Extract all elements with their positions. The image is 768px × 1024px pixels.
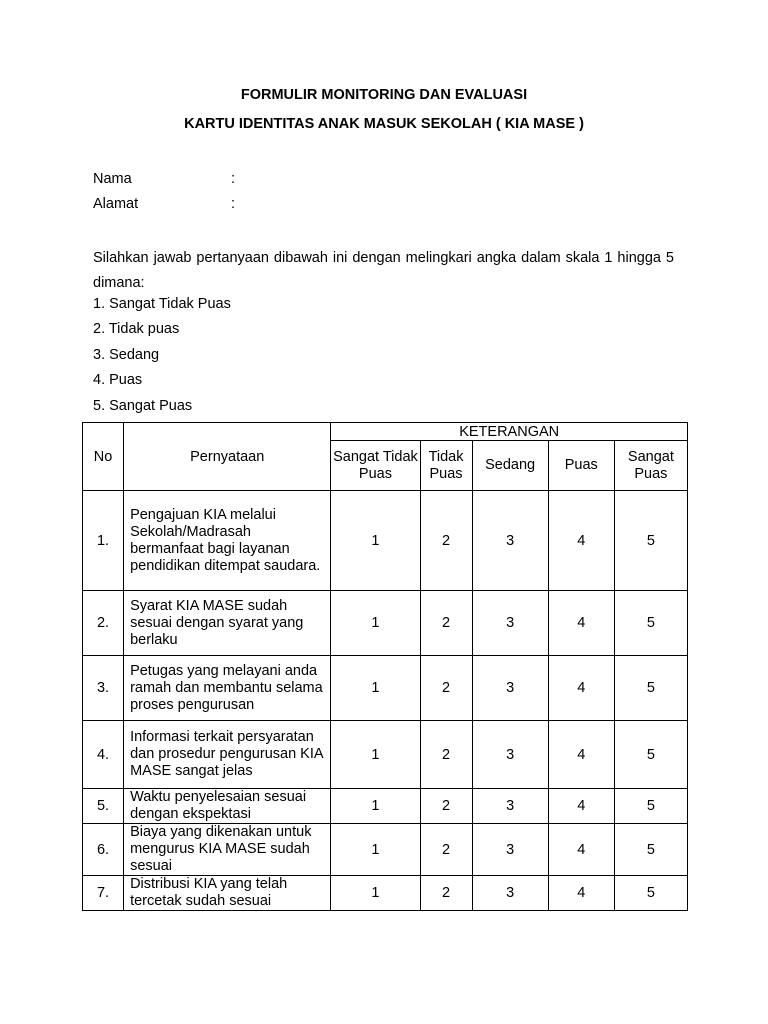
- score-option-1[interactable]: 1: [331, 491, 420, 591]
- row-statement: Petugas yang melayani anda ramah dan membantu selama proses pengurusan: [124, 656, 331, 721]
- row-statement: Syarat KIA MASE sudah sesuai dengan syarat yang berlaku: [124, 591, 331, 656]
- table-row: [83, 789, 688, 824]
- score-option-2[interactable]: 2: [420, 824, 472, 876]
- score-option-3[interactable]: 3: [472, 721, 548, 789]
- row-statement: Waktu penyelesaian sesuai dengan ekspektasi: [124, 789, 331, 824]
- scale-item-5: 5. Sangat Puas: [93, 398, 193, 414]
- score-option-1[interactable]: 1: [331, 824, 420, 876]
- row-number: 5.: [83, 789, 124, 824]
- score-option-1[interactable]: 1: [331, 656, 420, 721]
- nama-colon: :: [231, 171, 236, 187]
- score-option-5[interactable]: 5: [614, 591, 687, 656]
- alamat-label: Alamat: [93, 196, 139, 212]
- score-option-3[interactable]: 3: [472, 491, 548, 591]
- header-sangat-tidak-puas: Sangat Tidak Puas: [331, 441, 420, 491]
- score-option-1[interactable]: 1: [331, 789, 420, 824]
- survey-table: [82, 422, 688, 911]
- row-statement: Biaya yang dikenakan untuk mengurus KIA MASE sudah sesuai: [124, 824, 331, 876]
- score-option-3[interactable]: 3: [472, 591, 548, 656]
- score-option-1[interactable]: 1: [331, 721, 420, 789]
- row-number: 4.: [83, 721, 124, 789]
- score-option-5[interactable]: 5: [614, 656, 687, 721]
- row-statement: Informasi terkait persyaratan dan prosedur pengurusan KIA MASE sangat jelas: [124, 721, 331, 789]
- score-option-3[interactable]: 3: [472, 824, 548, 876]
- alamat-colon: :: [231, 196, 236, 212]
- scale-item-1: 1. Sangat Tidak Puas: [93, 296, 231, 312]
- table-header-row: [83, 423, 688, 441]
- table-row: [83, 591, 688, 656]
- header-tidak-puas: Tidak Puas: [420, 441, 472, 491]
- row-number: 6.: [83, 824, 124, 876]
- score-option-4[interactable]: 4: [548, 789, 614, 824]
- score-option-2[interactable]: 2: [420, 876, 472, 911]
- row-number: 1.: [83, 491, 124, 591]
- score-option-4[interactable]: 4: [548, 656, 614, 721]
- table-row: [83, 721, 688, 789]
- score-option-5[interactable]: 5: [614, 789, 687, 824]
- row-statement: Distribusi KIA yang telah tercetak sudah sesuai: [124, 876, 331, 911]
- table-row: [83, 876, 688, 911]
- table-row: [83, 656, 688, 721]
- score-option-5[interactable]: 5: [614, 721, 687, 789]
- header-keterangan: KETERANGAN: [331, 423, 688, 441]
- table-row: [83, 824, 688, 876]
- score-option-2[interactable]: 2: [420, 491, 472, 591]
- scale-item-3: 3. Sedang: [93, 347, 160, 363]
- score-option-2[interactable]: 2: [420, 789, 472, 824]
- score-option-2[interactable]: 2: [420, 591, 472, 656]
- score-option-3[interactable]: 3: [472, 876, 548, 911]
- nama-label: Nama: [93, 171, 132, 187]
- score-option-2[interactable]: 2: [420, 721, 472, 789]
- header-sangat-puas: Sangat Puas: [614, 441, 687, 491]
- score-option-1[interactable]: 1: [331, 876, 420, 911]
- document-subtitle: KARTU IDENTITAS ANAK MASUK SEKOLAH ( KIA MASE ): [184, 116, 584, 132]
- score-option-5[interactable]: 5: [614, 876, 687, 911]
- scale-item-4: 4. Puas: [93, 372, 143, 388]
- header-statement: Pernyataan: [124, 423, 331, 491]
- score-option-4[interactable]: 4: [548, 721, 614, 789]
- row-number: 2.: [83, 591, 124, 656]
- score-option-2[interactable]: 2: [420, 656, 472, 721]
- scale-item-2: 2. Tidak puas: [93, 321, 180, 337]
- table-row: [83, 491, 688, 591]
- row-number: 7.: [83, 876, 124, 911]
- score-option-4[interactable]: 4: [548, 491, 614, 591]
- row-number: 3.: [83, 656, 124, 721]
- score-option-4[interactable]: 4: [548, 876, 614, 911]
- row-statement: Pengajuan KIA melalui Sekolah/Madrasah bermanfaat bagi layanan pendidikan ditempat saudara.: [124, 491, 331, 591]
- score-option-5[interactable]: 5: [614, 491, 687, 591]
- instruction-text: Silahkan jawab pertanyaan dibawah ini dengan melingkari angka dalam skala 1 hingga 5 dimana:: [93, 250, 674, 291]
- header-sedang: Sedang: [472, 441, 548, 491]
- score-option-3[interactable]: 3: [472, 789, 548, 824]
- score-option-1[interactable]: 1: [331, 591, 420, 656]
- header-no: No: [83, 423, 124, 491]
- score-option-3[interactable]: 3: [472, 656, 548, 721]
- document-title: FORMULIR MONITORING DAN EVALUASI: [240, 87, 528, 103]
- score-option-4[interactable]: 4: [548, 824, 614, 876]
- score-option-5[interactable]: 5: [614, 824, 687, 876]
- score-option-4[interactable]: 4: [548, 591, 614, 656]
- header-puas: Puas: [548, 441, 614, 491]
